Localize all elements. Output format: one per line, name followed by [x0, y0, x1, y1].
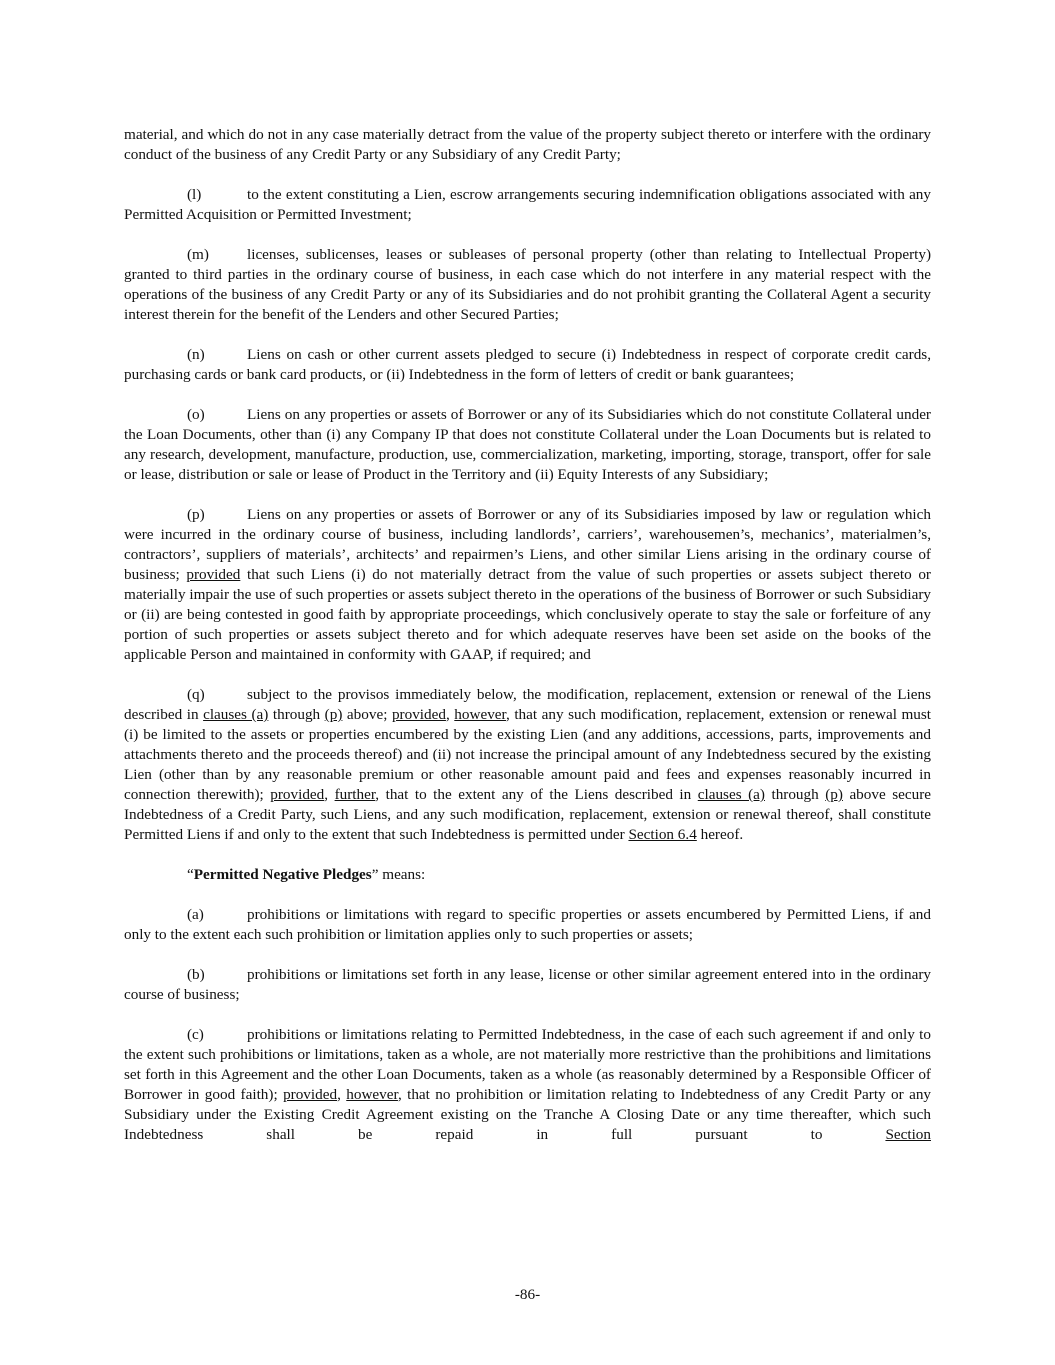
paragraph-text: Liens on cash or other current assets pledged to secure (i) Indebtedness in respect of corporate credit cards, purchasing cards or bank card products, or (ii) Indebtedness in the form of letters of credit or bank guarantees;	[124, 346, 931, 383]
paragraph-q	[124, 685, 931, 845]
paragraph-p	[124, 505, 931, 665]
paragraph-m	[124, 245, 931, 325]
paragraph-text: through	[268, 706, 325, 723]
paragraph-text: , that no prohibition or limitation relating to Indebtedness of any Credit Party or any Subsidiary under the Existing Credit Agreement existing on the Tranche A Closing Date or any time thereafter, which such Indebtedness shall be repaid in full pursuant to	[124, 1086, 932, 1143]
paragraph-text: through	[764, 786, 826, 803]
paragraph-text: ” means:	[371, 866, 426, 883]
cross-reference: Section 6.4	[628, 826, 697, 843]
proviso-term: provided	[186, 566, 241, 583]
paragraph-text: ,	[337, 1086, 347, 1103]
paragraph-k-continued	[124, 125, 931, 165]
paragraph-text: prohibitions or limitations set forth in any lease, license or other similar agreement entered into in the ordinary course of business;	[124, 966, 931, 1003]
paragraph-text: prohibitions or limitations relating to Permitted Indebtedness, in the case of each such agreement if and only to the extent such prohibitions or limitations, taken as a whole, are not materially more restrictive than the prohibitions and limitations set forth in this Agreement and the other Loan Documents, taken as a whole (as reasonably determined by a Responsible Officer of Borrower in good faith);	[124, 1026, 931, 1103]
paragraph-text: prohibitions or limitations with regard to specific properties or assets encumbered by Permitted Liens, if and only to the extent each such prohibition or limitation applies only to such properties or assets;	[124, 906, 931, 943]
clause-label: (p)	[187, 506, 205, 523]
proviso-term: however	[346, 1086, 398, 1103]
proviso-term: provided	[391, 706, 446, 723]
paragraph-text: Liens on any properties or assets of Borrower or any of its Subsidiaries imposed by law or regulation which were incurred in the ordinary course of business, including landlords’, carriers’, warehousemen’s, mechanics’, materialmen’s, contractors’, suppliers of materials’, architects’ and repairmen’s Liens, and other similar Liens arising in the ordinary course of business;	[124, 506, 931, 583]
clause-label: (a)	[187, 906, 204, 923]
cross-reference: clauses (a)	[697, 786, 765, 803]
proviso-term: further	[334, 786, 376, 803]
clause-label: (m)	[187, 246, 209, 263]
paragraph-text: that such Liens (i) do not materially detract from the value of such properties or assets subject thereto or materially impair the use of such properties or assets subject thereto in the operations of the business of Borrower or such Subsidiary or (ii) are being contested in good faith by appropriate proceedings, which conclusively operate to stay the sale or forfeiture of any portion of such properties or assets subject thereto and for which adequate reserves have been set aside on the books of the applicable Person and maintained in conformity with GAAP, if required; and	[124, 566, 931, 663]
clause-label: (c)	[187, 1026, 204, 1043]
clause-label: (l)	[187, 186, 202, 203]
definition-permitted-negative-pledges	[124, 865, 931, 885]
cross-reference: Section	[885, 1126, 931, 1143]
clause-label: (n)	[187, 346, 205, 363]
defined-term: Permitted Negative Pledges	[193, 866, 372, 883]
paragraph-o	[124, 405, 931, 485]
quote-mark: “	[187, 866, 194, 883]
paragraph-text: , that to the extent any of the Liens described in	[375, 786, 698, 803]
proviso-term: however	[454, 706, 506, 723]
page-number: -86-	[514, 1286, 541, 1303]
paragraph-text: above secure Indebtedness of a Credit Party, such Liens, and any such modification, replacement, extension or renewal thereof, shall constitute Permitted Liens if and only to the extent that such Indebtedness is permitted under	[124, 786, 931, 843]
paragraph-text: Liens on any properties or assets of Borrower or any of its Subsidiaries which do not constitute Collateral under the Loan Documents, other than (i) any Company IP that does not constitute Collateral under the Loan Documents but is related to any research, development, manufacture, production, use, commercialization, marketing, importing, storage, transport, offer for sale or lease, distribution or sale or lease of Product in the Territory and (ii) Equity Interests of any Subsidiary;	[124, 406, 931, 483]
paragraph-c	[124, 1025, 931, 1145]
paragraph-text: ,	[324, 786, 335, 803]
cross-reference: (p)	[825, 786, 843, 803]
paragraph-text: to the extent constituting a Lien, escrow arrangements securing indemnification obligations associated with any Permitted Acquisition or Permitted Investment;	[124, 186, 931, 223]
paragraph-text: hereof.	[696, 826, 744, 843]
paragraph-text: above;	[342, 706, 392, 723]
proviso-term: provided	[283, 1086, 338, 1103]
paragraph-l	[124, 185, 931, 225]
document-body	[124, 125, 931, 1165]
paragraph-text: subject to the provisos immediately below, the modification, replacement, extension or renewal of the Liens described in	[124, 686, 931, 723]
clause-label: (q)	[187, 686, 205, 703]
paragraph-text: ,	[445, 706, 455, 723]
paragraph-n	[124, 345, 931, 385]
paragraph-text: , that any such modification, replacement, extension or renewal must (i) be limited to the assets or properties encumbered by the existing Lien (and any additions, accessions, parts, improvements and attachments thereto and the proceeds thereof) and (ii) not increase the principal amount of any Indebtedness secured by the existing Lien (other than by any reasonable premium or other reasonable amount paid and fees and expenses reasonably incurred in connection therewith);	[124, 706, 932, 803]
cross-reference: (p)	[324, 706, 343, 723]
clause-label: (b)	[187, 966, 205, 983]
proviso-term: provided	[270, 786, 325, 803]
paragraph-b	[124, 965, 931, 1005]
clause-label: (o)	[187, 406, 205, 423]
paragraph-text: material, and which do not in any case materially detract from the value of the property subject thereto or interfere with the ordinary conduct of the business of any Credit Party or any Subsidiary of any Credit Party;	[124, 126, 931, 163]
paragraph-a	[124, 905, 931, 945]
paragraph-text: licenses, sublicenses, leases or subleases of personal property (other than relating to Intellectual Property) granted to third parties in the ordinary course of business, in each case which do not interfere in any material respect with the operations of the business of any Credit Party or any of its Subsidiaries and do not prohibit granting the Collateral Agent a security interest therein for the benefit of the Lenders and other Secured Parties;	[124, 246, 931, 323]
cross-reference: clauses (a)	[203, 706, 269, 723]
